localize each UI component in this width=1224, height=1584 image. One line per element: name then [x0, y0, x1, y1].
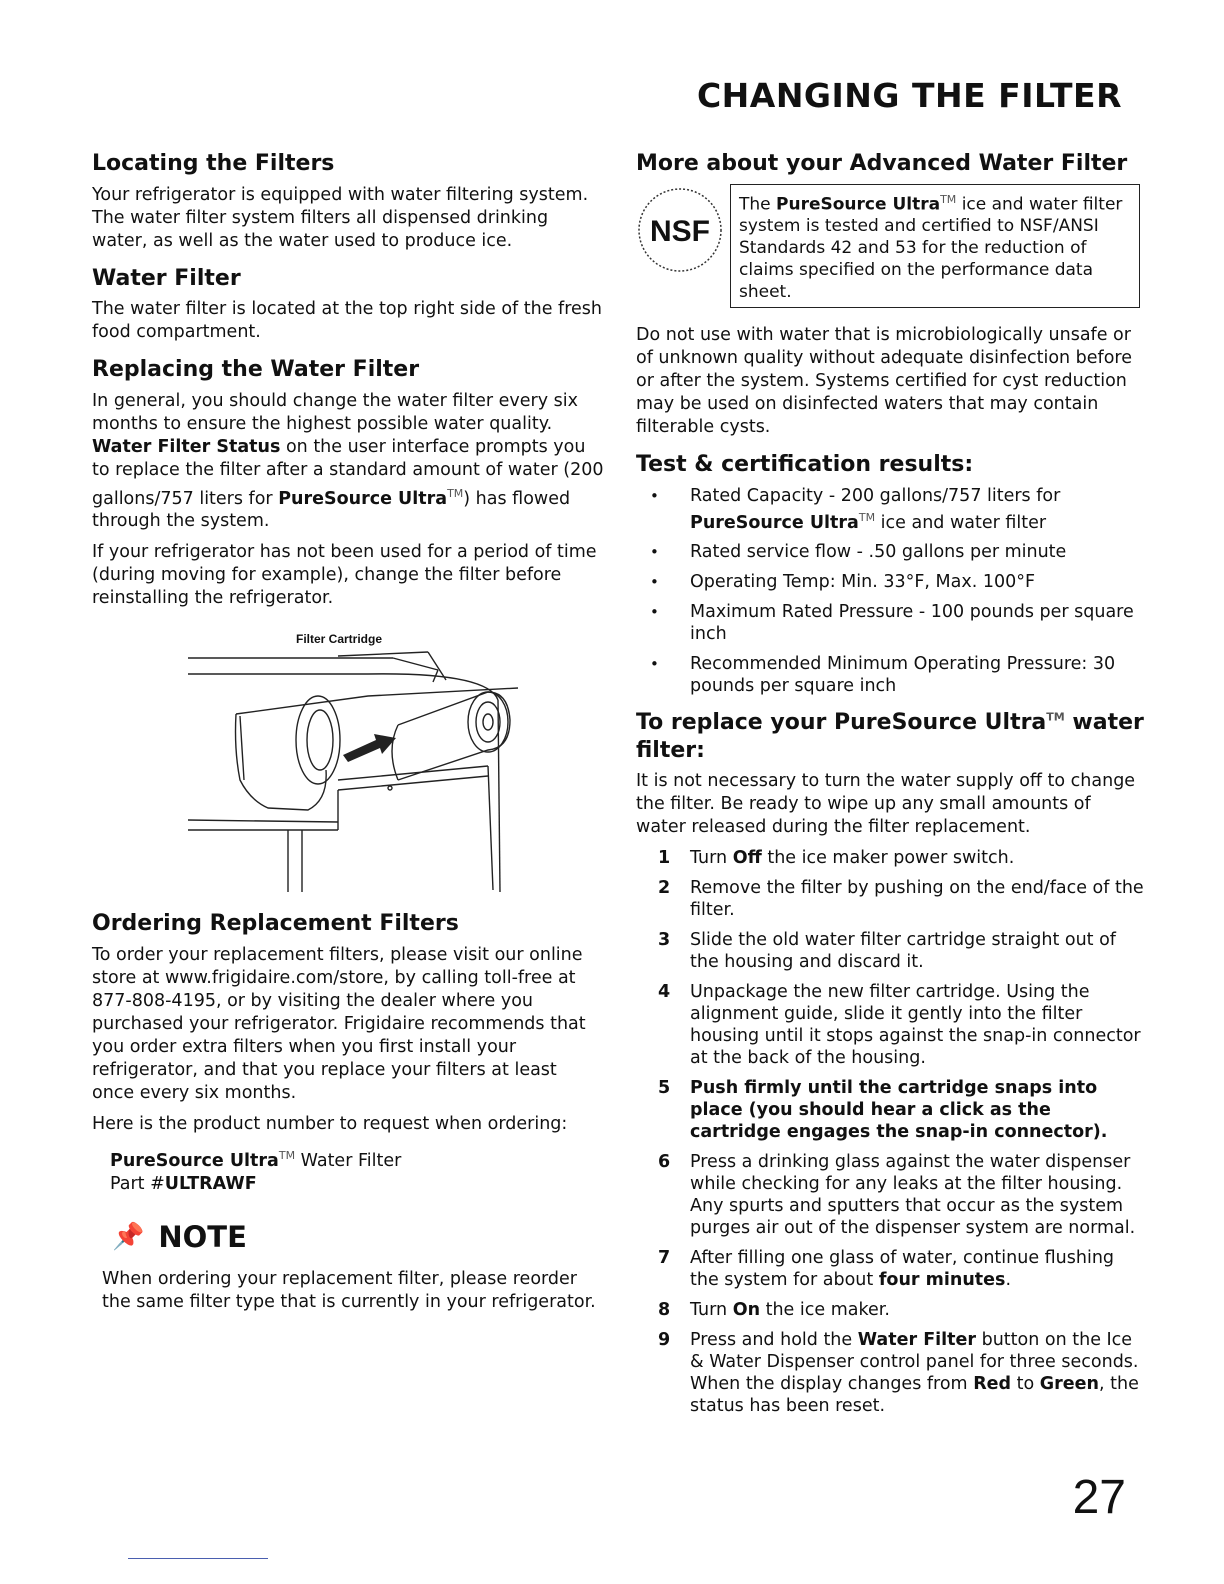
page-number: 27	[1072, 1471, 1126, 1524]
list-item: • Rated service flow - .50 gallons per minute	[636, 541, 1144, 563]
note-header	[112, 1220, 604, 1254]
nsf-certification-box: The PureSource Ultra™ ice and water filter system is tested and certified to NSF/ANSI Standards 42 and 53 for the reduction of claims specified on the performance data sheet.	[730, 184, 1140, 309]
locating-heading: Locating the Filters	[92, 151, 335, 176]
filter-cartridge-label: Filter Cartridge	[296, 632, 383, 647]
list-item: 6 Press a drinking glass against the water dispenser while checking for any leaks at the filter housing. Any spurts and sputters that occur as the system purges air out of the dispenser system are normal.	[658, 1152, 1136, 1239]
right-column	[636, 150, 1144, 1425]
list-item: 3 Slide the old water filter cartridge straight out of the housing and discard it.	[658, 930, 1116, 973]
left-column	[92, 150, 604, 1322]
list-item: 1 Turn Off the ice maker power switch.	[658, 848, 1015, 869]
test-results-heading: Test & certification results:	[636, 452, 974, 478]
list-item: • Rated Capacity - 200 gallons/757 liters for PureSource Ultra™ ice and water filter	[636, 485, 1144, 534]
filter-cartridge-illustration	[188, 630, 618, 900]
filter-diagram-drawing	[188, 630, 618, 900]
replacing-paragraph-1: In general, you should change the water filter every six months to ensure the highest possible water quality. Water Filter Status on the user interface prompts you to replace the filter after a standard amount of water (200 gallons/757 liters for PureSource Ultra™) has flowed through the system.	[92, 390, 604, 532]
test-results-list	[636, 485, 1144, 698]
page-title: CHANGING THE FILTER	[696, 76, 1122, 115]
more-about-heading: More about your Advanced Water Filter	[636, 151, 1128, 176]
list-item: • Recommended Minimum Operating Pressure: 30 pounds per square inch	[636, 653, 1144, 697]
part-number: Part #ULTRAWF	[110, 1173, 257, 1194]
safety-text: Do not use with water that is microbiologically unsafe or of unknown quality without adequate disinfection before or after the system. Systems certified for cyst reduction may be used on disinfected waters that may contain filterable cysts.	[636, 325, 1132, 438]
nsf-logo-text: NSF	[650, 214, 710, 248]
note-text: When ordering your replacement filter, please reorder the same filter type that is currently in your refrigerator.	[102, 1268, 596, 1312]
list-item: 7 After filling one glass of water, continue flushing the system for about four minutes.	[658, 1248, 1115, 1291]
replace-steps	[636, 847, 1144, 1417]
list-item: 8 Turn On the ice maker.	[658, 1300, 890, 1321]
locating-text: Your refrigerator is equipped with water filtering system. The water filter system filters all dispensed drinking water, as well as the water used to produce ice.	[92, 184, 589, 251]
water-filter-text: The water filter is located at the top right side of the fresh food compartment.	[92, 299, 602, 342]
pushpin-icon: 📌	[112, 1221, 145, 1252]
nsf-logo-icon	[636, 186, 724, 274]
replacing-paragraph-2: If your refrigerator has not been used for a period of time (during moving for example), change the filter before reinstalling the refrigerator.	[92, 542, 597, 609]
list-item: 2 Remove the filter by pushing on the end/face of the filter.	[658, 878, 1144, 921]
replacing-heading: Replacing the Water Filter	[92, 357, 420, 382]
nsf-certification-row	[636, 184, 1144, 309]
ordering-paragraph: To order your replacement filters, please visit our online store at www.frigidaire.com/store, by calling toll-free at 877-808-4195, or by visiting the dealer where you purchased your refrigerator. Frigidaire recommends that you order extra filters when you first install your refrigerator, and that you replace your filters at least once every six months.	[92, 944, 586, 1103]
list-item: 9 Press and hold the Water Filter button on the Ice & Water Dispenser control panel for three seconds. When the display changes from Red to Green, the status has been reset.	[658, 1330, 1139, 1417]
list-item: • Maximum Rated Pressure - 100 pounds per square inch	[636, 601, 1144, 645]
product-name: PureSource Ultra™ Water Filter	[110, 1148, 402, 1171]
list-item: 4 Unpackage the new filter cartridge. Using the alignment guide, slide it gently into the filter housing until it stops against the snap-in connector at the back of the housing.	[658, 982, 1141, 1069]
product-number-block	[110, 1144, 604, 1196]
replace-intro: It is not necessary to turn the water supply off to change the filter. Be ready to wipe up any small amounts of water released during the filter replacement.	[636, 771, 1136, 838]
water-filter-heading: Water Filter	[92, 265, 241, 291]
replace-heading: To replace your PureSource Ultra™ water filter:	[636, 710, 1144, 763]
list-item: • Operating Temp: Min. 33°F, Max. 100°F	[636, 571, 1144, 593]
ordering-heading: Ordering Replacement Filters	[92, 911, 459, 937]
note-title: NOTE	[158, 1219, 247, 1254]
footer-rule	[128, 1558, 268, 1559]
list-item: 5 Push firmly until the cartridge snaps into place (you should hear a click as the cartridge engages the snap-in connector).	[658, 1078, 1108, 1143]
ordering-request-text: Here is the product number to request when ordering:	[92, 1113, 568, 1134]
